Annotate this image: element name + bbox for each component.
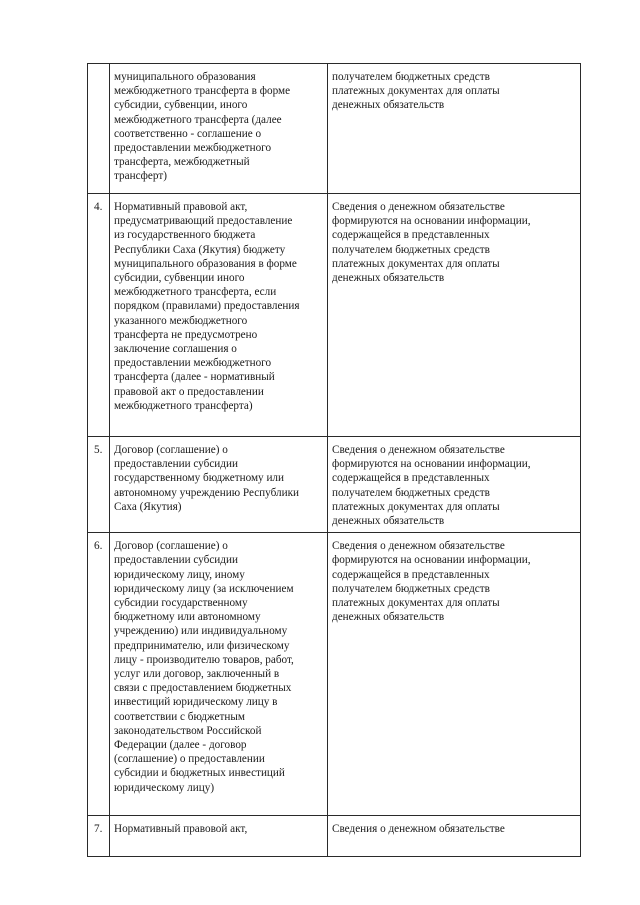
row-number: 6.	[88, 533, 110, 816]
obligation-info-cell	[328, 533, 581, 816]
obligation-info-cell	[328, 437, 581, 533]
document-name-text: Договор (соглашение) о предоставлении субсидии государственному бюджетному или автономному учреждению Республики Саха (Якутия)	[114, 444, 300, 513]
table-row	[88, 194, 581, 437]
obligation-info-cell	[328, 194, 581, 437]
document-name-cell	[110, 533, 328, 816]
table-row	[88, 533, 581, 816]
table-row	[88, 64, 581, 194]
document-name-cell	[110, 816, 328, 857]
table-row	[88, 816, 581, 857]
document-name-text: Договор (соглашение) о предоставлении субсидии юридическому лицу, иному юридическому лицу (за исключением субсидии государственному бюджетному или автономному учреждению) или индивидуальному предпринимателю, или физическому лицу - производителю товаров, работ, услуг или договор, заключенный в связи с предоставлением бюджетных инвестиций юридическому лицу в соответствии с бюджетным законодательством Российской Федерации (далее - договор (соглашение) о предоставлении субсидии и бюджетных инвестиций юридическому лицу)	[114, 540, 294, 794]
document-name-cell	[110, 194, 328, 437]
obligation-info-text: Сведения о денежном обязательстве формируются на основании информации, содержащейся в представленных получателем бюджетных средств платежных документах для оплаты денежных обязательств	[332, 540, 531, 624]
document-name-text: Нормативный правовой акт,	[114, 823, 248, 836]
document-name-cell	[110, 437, 328, 533]
row-number: 7.	[88, 816, 110, 857]
document-table	[87, 63, 581, 857]
row-number: 4.	[88, 194, 110, 437]
obligation-info-cell	[328, 64, 581, 194]
obligation-info-text: Сведения о денежном обязательстве формируются на основании информации, содержащейся в представленных получателем бюджетных средств платежных документах для оплаты денежных обязательств	[332, 201, 531, 285]
document-name-text: муниципального образования межбюджетного трансферта в форме субсидии, субвенции, иного межбюджетного трансферта (далее соответственно - соглашение о предоставлении межбюджетного трансферта, межбюджетный трансферт)	[114, 71, 291, 183]
row-number	[88, 64, 110, 194]
obligation-info-text: Сведения о денежном обязательстве	[332, 823, 505, 836]
obligation-info-cell	[328, 816, 581, 857]
document-name-text: Нормативный правовой акт, предусматривающий предоставление из государственного бюджета Республики Саха (Якутия) бюджету муниципального образования в форме субсидии, субвенции иного межбюджетного трансферта, если порядком (правилами) предоставления указанного межбюджетного трансферта не предусмотрено заключение соглашения о предоставлении межбюджетного трансферта (далее - нормативный правовой акт о предоставлении межбюджетного трансферта)	[114, 201, 300, 412]
document-name-cell	[110, 64, 328, 194]
obligation-info-text: получателем бюджетных средств платежных документах для оплаты денежных обязательств	[332, 71, 500, 112]
row-number: 5.	[88, 437, 110, 533]
obligation-info-text: Сведения о денежном обязательстве формируются на основании информации, содержащейся в представленных получателем бюджетных средств платежных документах для оплаты денежных обязательств	[332, 444, 531, 528]
table-row	[88, 437, 581, 533]
